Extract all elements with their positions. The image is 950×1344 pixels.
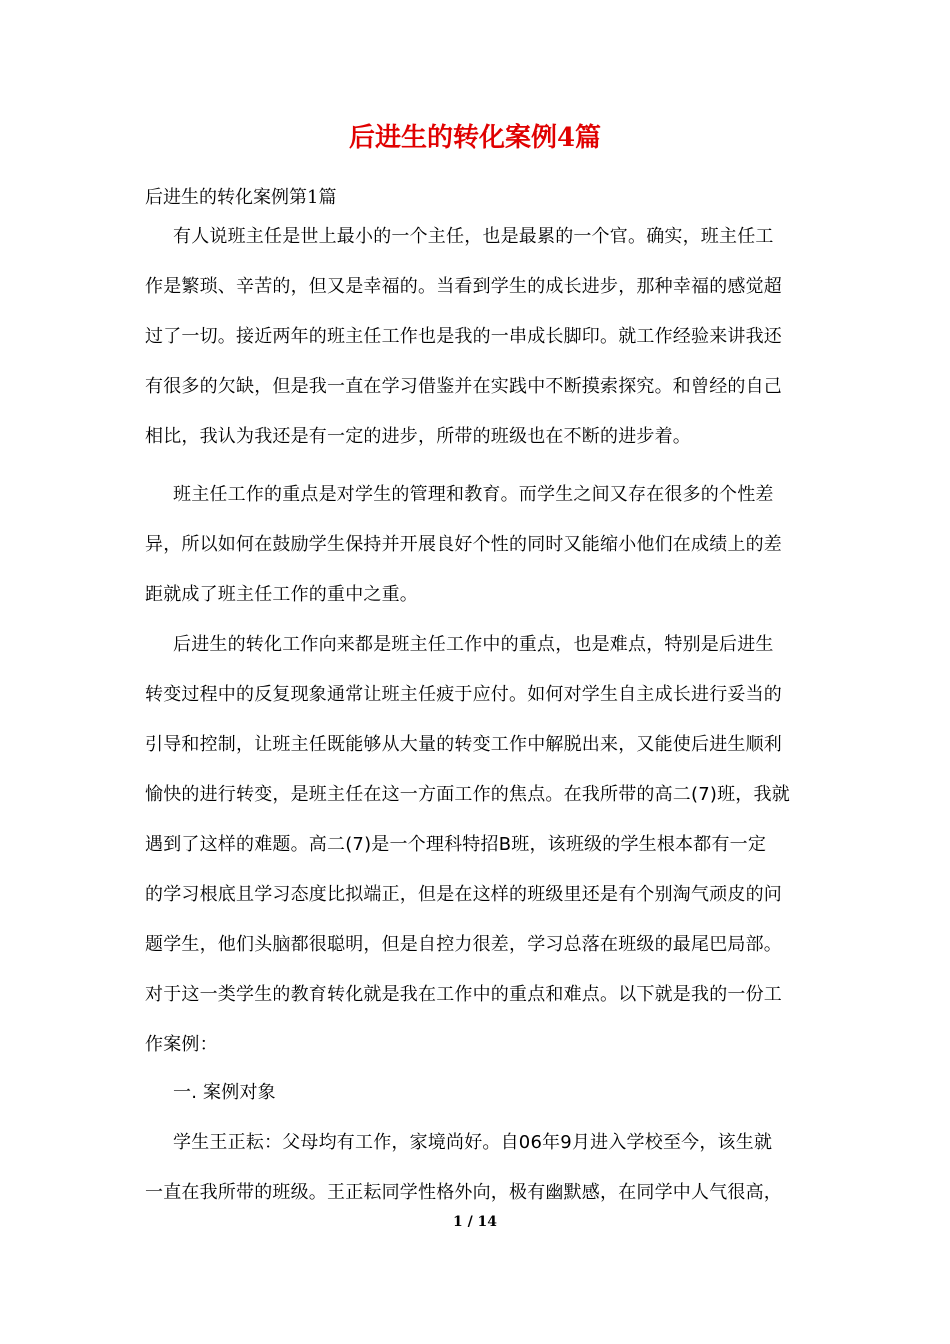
paragraph-line: 转变过程中的反复现象通常让班主任疲于应付。如何对学生自主成长进行妥当的 — [145, 684, 782, 705]
section-heading: 后进生的转化案例第1篇 — [145, 187, 337, 208]
paragraph-line: 作是繁琐、辛苦的，但又是幸福的。当看到学生的成长进步，那种幸福的感觉超 — [145, 276, 782, 297]
paragraph-line: 对于这一类学生的教育转化就是我在工作中的重点和难点。以下就是我的一份工 — [145, 984, 782, 1005]
paragraph-line: 距就成了班主任工作的重中之重。 — [145, 584, 418, 605]
paragraph-line: 相比，我认为我还是有一定的进步，所带的班级也在不断的进步着。 — [145, 426, 691, 447]
paragraph-5 — [145, 1118, 810, 1218]
paragraph-1 — [145, 212, 810, 462]
paragraph-line: 有人说班主任是世上最小的一个主任，也是最累的一个官。确实，班主任工 — [173, 226, 774, 247]
paragraph-line: 学生王正耘：父母均有工作，家境尚好。自06年9月进入学校至今，该生就 — [173, 1132, 773, 1153]
paragraph-line: 一直在我所带的班级。王正耘同学性格外向，极有幽默感，在同学中人气很高， — [145, 1182, 782, 1203]
paragraph-4 — [145, 1068, 810, 1118]
document-title: 后进生的转化案例4篇 — [348, 123, 602, 153]
paragraph-line: 班主任工作的重点是对学生的管理和教育。而学生之间又存在很多的个性差 — [173, 484, 774, 505]
paragraph-line: 的学习根底且学习态度比拟端正，但是在这样的班级里还是有个别淘气顽皮的问 — [145, 884, 782, 905]
paragraph-line: 有很多的欠缺，但是我一直在学习借鉴并在实践中不断摸索探究。和曾经的自己 — [145, 376, 782, 397]
paragraph-line: 异，所以如何在鼓励学生保持并开展良好个性的同时又能缩小他们在成绩上的差 — [145, 534, 782, 555]
paragraph-line: 过了一切。接近两年的班主任工作也是我的一串成长脚印。就工作经验来讲我还 — [145, 326, 782, 347]
paragraph-line: 作案例： — [145, 1034, 218, 1055]
paragraph-3 — [145, 620, 810, 1070]
page-indicator: 1 / 14 — [452, 1214, 498, 1230]
paragraph-line: 引导和控制，让班主任既能够从大量的转变工作中解脱出来，又能使后进生顺利 — [145, 734, 782, 755]
paragraph-line: 题学生，他们头脑都很聪明，但是自控力很差，学习总落在班级的最尾巴局部。 — [145, 934, 782, 955]
paragraph-2 — [145, 470, 810, 620]
subsection-heading: 一. 案例对象 — [173, 1082, 276, 1103]
paragraph-line: 愉快的进行转变，是班主任在这一方面工作的焦点。在我所带的高二(7)班，我就 — [145, 784, 790, 805]
paragraph-line: 后进生的转化工作向来都是班主任工作中的重点，也是难点，特别是后进生 — [173, 634, 774, 655]
paragraph-line: 遇到了这样的难题。高二(7)是一个理科特招B班，该班级的学生根本都有一定 — [145, 834, 767, 855]
